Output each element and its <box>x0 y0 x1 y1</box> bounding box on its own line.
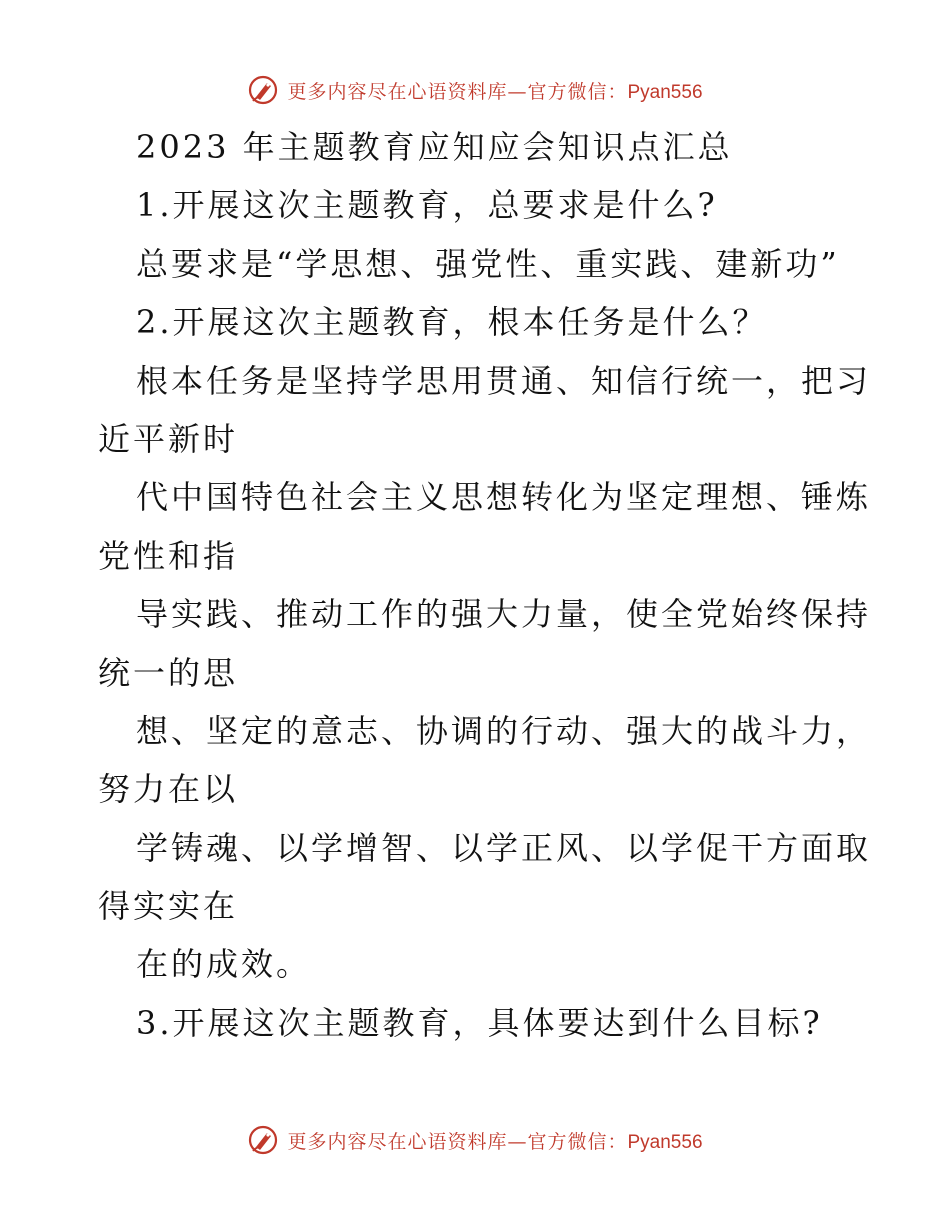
text-line: 3.开展这次主题教育，具体要达到什么目标? <box>136 1003 823 1042</box>
text-line: 在的成效。 <box>136 945 312 984</box>
text-line: 1.开展这次主题教育，总要求是什么? <box>136 186 718 225</box>
text-line: 学铸魂、以学增智、以学正风、以学促干方面取 <box>136 828 872 867</box>
text-line: 总要求是“学思想、强党性、重实践、建新功” <box>136 244 840 283</box>
watermark-text: 更多内容尽在心语资料库—官方微信：Pyan556 <box>287 80 703 103</box>
watermark-text: 更多内容尽在心语资料库—官方微信：Pyan556 <box>287 1130 703 1153</box>
text-line: 统一的思 <box>98 653 239 692</box>
text-line: 努力在以 <box>98 770 239 809</box>
text-line: 党性和指 <box>98 536 239 575</box>
pen-nib-seal-icon <box>247 74 279 106</box>
text-line: 2023 年主题教育应知应会知识点汇总 <box>136 128 733 166</box>
text-line: 得实实在 <box>98 887 239 926</box>
pen-nib-seal-icon <box>247 1124 279 1156</box>
text-line: 导实践、推动工作的强大力量，使全党始终保持 <box>136 595 872 634</box>
footer-watermark <box>0 1120 950 1160</box>
text-line: 想、坚定的意志、协调的行动、强大的战斗力， <box>136 711 872 750</box>
text-line: 近平新时 <box>98 419 239 458</box>
header-watermark <box>0 70 950 110</box>
text-line: 代中国特色社会主义思想转化为坚定理想、锤炼 <box>136 478 872 517</box>
text-line: 根本任务是坚持学思用贯通、知信行统一，把习 <box>136 361 872 400</box>
document-body <box>98 118 872 1052</box>
text-line: 2.开展这次主题教育，根本任务是什么？ <box>136 303 768 342</box>
